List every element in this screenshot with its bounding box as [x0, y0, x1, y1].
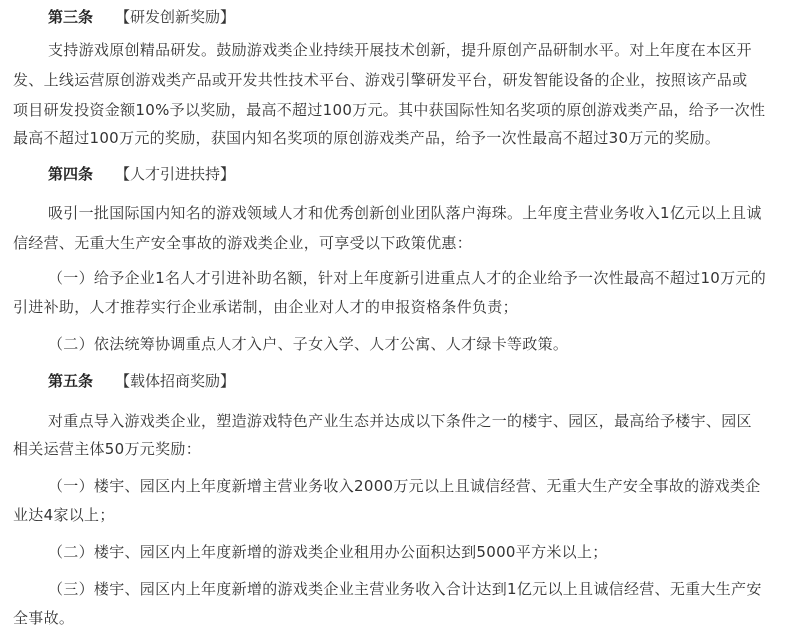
article-3-number: 第三条	[48, 8, 94, 26]
article-5-line-1: 对重点导入游戏类企业，塑造游戏特色产业生态并达成以下条件之一的楼宇、园区，最高给予楼宇、园区	[48, 412, 752, 430]
article-4-heading	[48, 164, 235, 184]
article-5-line-2: 相关运营主体50万元奖励：	[13, 440, 201, 458]
article-5-number: 第五条	[48, 372, 94, 390]
article-3-title: 【研发创新奖励】	[115, 8, 236, 26]
article-4-line-4: 引进补助，人才推荐实行企业承诺制，由企业对人才的申报资格条件负责；	[13, 298, 518, 316]
article-4-number: 第四条	[48, 165, 94, 183]
article-3-line-1: 支持游戏原创精品研发。鼓励游戏类企业持续开展技术创新，提升原创产品研制水平。对上年度在本区开	[48, 41, 752, 59]
article-3-heading	[48, 7, 235, 27]
article-4-line-5: （二）依法统筹协调重点人才入户、子女入学、人才公寓、人才绿卡等政策。	[48, 335, 569, 353]
article-5-line-7: 全事故。	[13, 609, 75, 627]
article-4-line-3: （一）给予企业1名人才引进补助名额，针对上年度新引进重点人才的企业给予一次性最高不超过10万元的	[48, 269, 767, 287]
article-3-line-3: 项目研发投资金额10%予以奖励，最高不超过100万元。其中获国际性知名奖项的原创游戏类产品，给予一次性	[13, 101, 766, 119]
article-5-line-4: 业达4家以上；	[13, 506, 115, 524]
article-5-line-5: （二）楼宇、园区内上年度新增的游戏类企业租用办公面积达到5000平方米以上；	[48, 543, 608, 561]
article-5-title: 【载体招商奖励】	[115, 372, 236, 390]
article-5-line-6: （三）楼宇、园区内上年度新增的游戏类企业主营业务收入合计达到1亿元以上且诚信经营、无重大生产安	[48, 580, 762, 598]
article-3-line-2: 发、上线运营原创游戏类产品或开发共性技术平台、游戏引擎研发平台，研发智能设备的企业，按照该产品或	[13, 71, 748, 89]
article-5-heading	[48, 371, 235, 391]
article-4-line-2: 信经营、无重大生产安全事故的游戏类企业，可享受以下政策优惠：	[13, 234, 473, 252]
article-3-line-4: 最高不超过100万元的奖励，获国内知名奖项的原创游戏类产品，给予一次性最高不超过30万元的奖励。	[13, 129, 721, 147]
article-5-line-3: （一）楼宇、园区内上年度新增主营业务收入2000万元以上且诚信经营、无重大生产安全事故的游戏类企	[48, 477, 761, 495]
article-4-title: 【人才引进扶持】	[115, 165, 236, 183]
article-4-line-1: 吸引一批国际国内知名的游戏领域人才和优秀创新创业团队落户海珠。上年度主营业务收入1亿元以上且诚	[48, 204, 762, 222]
